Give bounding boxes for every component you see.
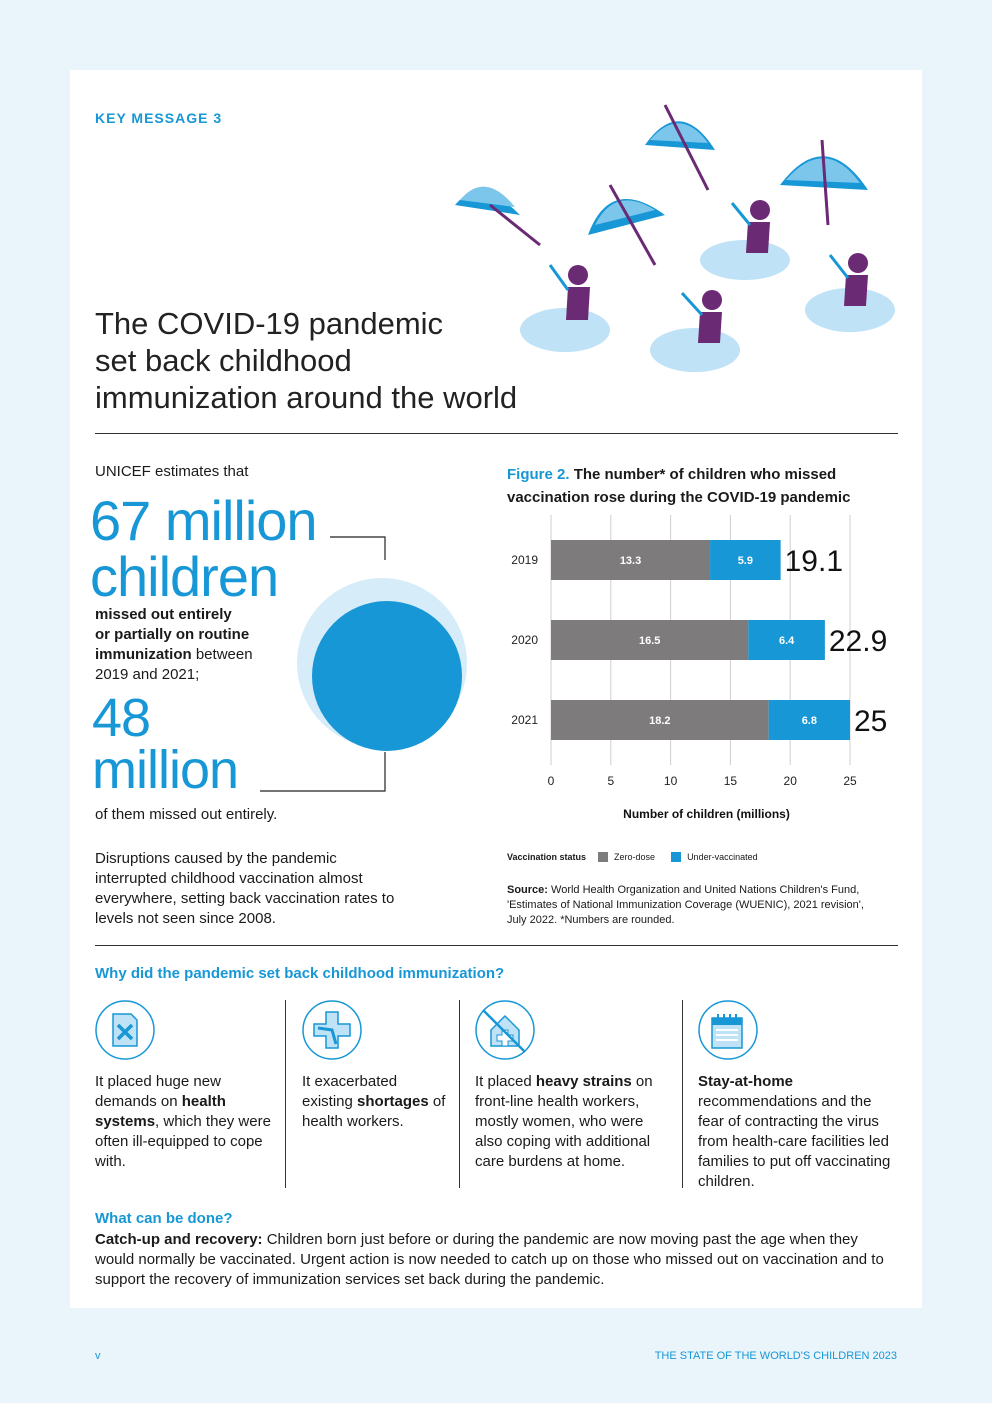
bar-value-label-2019-0: 13.3 (619, 555, 642, 567)
page-number: v (95, 1350, 101, 1362)
stat-67-million: 67 million children (90, 489, 317, 608)
total-label-2020: 22.9 (828, 625, 888, 658)
health-worker-strain-icon (475, 1000, 535, 1060)
x-tick-label-5: 5 (607, 774, 615, 788)
catch-up-text: Catch-up and recovery: Children born just before or during the pandemic are now moving past the age when they would normally be vaccinated. Urgent action is now needed to catch up on those who missed out on vaccination and to support the recovery of immunization services set back during the pandemic. (95, 1231, 884, 1288)
x-tick-label-15: 15 (723, 774, 738, 788)
stat-48-million: 48 million (92, 688, 239, 800)
connector-top (330, 537, 385, 560)
divider-top (95, 433, 898, 434)
lead-text: UNICEF estimates that (95, 463, 249, 480)
x-axis-label: Number of children (millions) (623, 807, 790, 821)
page-title: The COVID-19 pandemic set back childhood immunization around the world (95, 306, 518, 415)
why-heading: Why did the pandemic set back childhood immunization? (95, 965, 505, 982)
legend-label-under-vaccinated: Under-vaccinated (687, 852, 758, 862)
legend-swatch-under-vaccinated (671, 852, 681, 862)
document-x-icon (95, 1000, 155, 1060)
reason-column-1 (95, 1000, 280, 1188)
umbrella-3 (645, 105, 715, 190)
connector-bottom (260, 752, 385, 791)
what-can-be-done-heading: What can be done? (95, 1210, 233, 1227)
legend-label-zero-dose: Zero-dose (614, 852, 656, 862)
reason-column-2 (302, 1000, 452, 1188)
reason-column-3 (475, 1000, 665, 1188)
key-message-label: KEY MESSAGE 3 (95, 110, 223, 126)
reason-1-text: It placed huge new demands on health systems, which they were often ill-equipped to cope with. (95, 1073, 271, 1170)
umbrella-2 (588, 185, 665, 265)
inner-circle-48m (312, 601, 462, 751)
x-tick-label-0: 0 (547, 774, 555, 788)
bar-value-label-2020-1: 6.4 (778, 635, 795, 647)
legend-swatch-zero-dose (598, 852, 608, 862)
reason-4-text: Stay-at-home recommendations and the fear of contracting the virus from health-care facilities led families to put off vaccinating children. (698, 1073, 891, 1190)
legend-title: Vaccination status (507, 852, 587, 862)
column-divider-1 (285, 1000, 286, 1188)
child-figure-3 (650, 290, 740, 372)
bar-value-label-2021-0: 18.2 (649, 715, 671, 727)
bar-value-label-2019-1: 5.9 (737, 555, 753, 567)
category-label-2021: 2021 (511, 713, 538, 727)
bar-value-label-2020-0: 16.5 (638, 635, 661, 647)
umbrella-4 (780, 140, 868, 225)
disruptions-text: Disruptions caused by the pandemic interrupted childhood vaccination almost everywhere, setting back vaccination rates to levels not seen since 2008. (95, 850, 395, 927)
category-label-2019: 2019 (511, 553, 538, 567)
x-tick-label-25: 25 (843, 774, 857, 788)
total-label-2021: 25 (854, 705, 888, 738)
stat2-description: of them missed out entirely. (95, 806, 278, 823)
calendar-icon (698, 1000, 758, 1060)
figure-source: Source: World Health Organization and United Nations Children's Fund, 'Estimates of National Immunization Coverage (WUENIC), 2021 revision', July 2022. *Numbers are rounded. (507, 884, 864, 926)
x-tick-label-10: 10 (663, 774, 678, 788)
stat1-description: missed out entirely or partially on routine immunization between 2019 and 2021; (95, 606, 253, 683)
total-label-2019: 19.1 (784, 545, 844, 578)
child-figure-4 (805, 253, 895, 332)
publication-title: THE STATE OF THE WORLD'S CHILDREN 2023 (654, 1350, 897, 1362)
category-label-2020: 2020 (511, 633, 538, 647)
reason-2-text: It exacerbated existing shortages of health workers. (302, 1073, 446, 1130)
column-divider-2 (459, 1000, 460, 1188)
divider-middle (95, 945, 898, 946)
column-divider-3 (682, 1000, 683, 1188)
reason-3-text: It placed heavy strains on front-line health workers, mostly women, who were also coping with additional care burdens at home. (475, 1073, 653, 1170)
bar-value-label-2021-1: 6.8 (801, 715, 817, 727)
reason-column-4 (698, 1000, 898, 1188)
proportion-circles (255, 530, 495, 800)
x-tick-label-20: 20 (783, 774, 797, 788)
broken-cross-icon (302, 1000, 362, 1060)
chart-legend (507, 852, 758, 862)
bar-chart (500, 510, 900, 830)
figure-title: Figure 2. The number* of children who missed vaccination rose during the COVID-19 pandemic (507, 466, 851, 506)
umbrella-1 (455, 187, 540, 245)
child-figure-2 (700, 200, 790, 280)
